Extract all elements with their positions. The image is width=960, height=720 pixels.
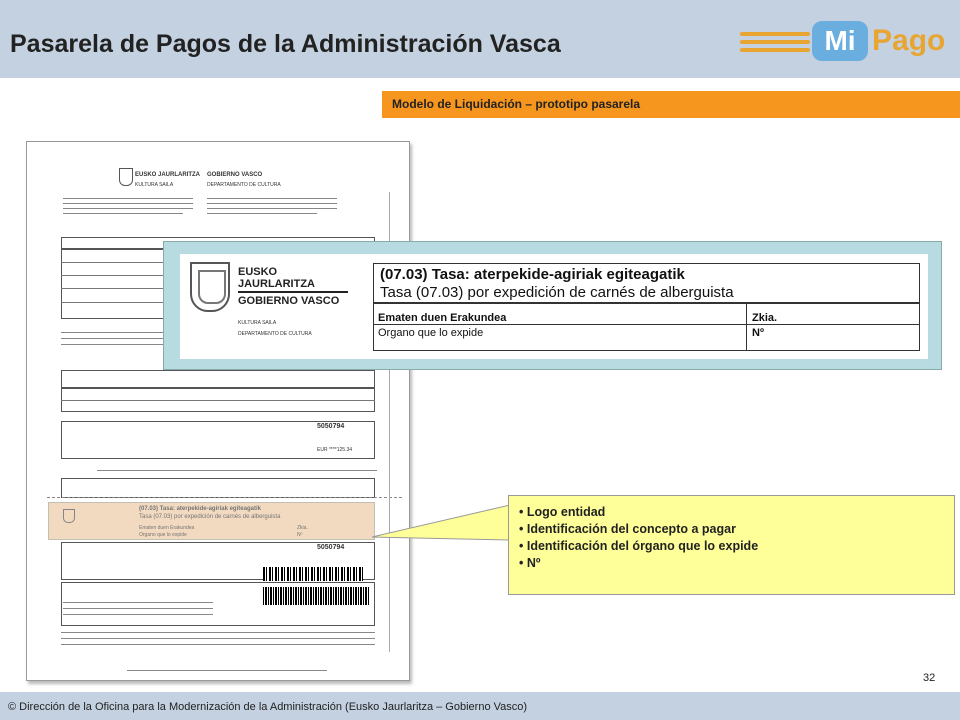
callout-item-concept: • Identificación del concepto a pagar xyxy=(519,521,758,538)
mipago-logo-lines-icon xyxy=(740,32,810,54)
zoom-dept-es: DEPARTAMENTO DE CULTURA xyxy=(238,331,312,337)
mipago-logo-mi: Mi xyxy=(812,21,868,61)
barcode-graphic xyxy=(263,587,369,605)
form-carta-code-1: 5050794 xyxy=(317,423,345,430)
callout-item-logo: • Logo entidad xyxy=(519,504,758,521)
callout-list xyxy=(519,504,758,572)
page-number: 32 xyxy=(923,672,936,684)
mipago-logo-pago: Pago xyxy=(872,24,946,57)
form-org-name-2: GOBIERNO VASCO xyxy=(207,172,263,178)
page-title: Pasarela de Pagos de la Administración Vasca xyxy=(10,30,561,58)
zoom-callout xyxy=(163,241,942,370)
highlight-title-es: Tasa (07.03) por expedición de carnés de alberguista xyxy=(139,514,281,520)
highlight-row-label-eu: Ematen duen Erakundea xyxy=(139,525,195,531)
barcode-graphic-top xyxy=(263,567,363,581)
form-org-name-1: EUSKO JAURLARITZA xyxy=(135,172,201,178)
highlight-title-eu: (07.03) Tasa: aterpekide-agiriak egiteagatik xyxy=(139,506,261,512)
zoom-number-label-eu: Zkia. xyxy=(752,312,778,324)
zoom-title-eu: (07.03) Tasa: aterpekide-agiriak egiteagatik xyxy=(380,266,685,283)
zoom-title-es: Tasa (07.03) por expedición de carnés de alberguista xyxy=(380,284,734,301)
zoom-number-label-es: Nº xyxy=(752,327,764,339)
zoom-organ-label-eu: Ematen duen Erakundea xyxy=(378,312,507,324)
zoom-org-block xyxy=(238,266,348,307)
zoom-title-row xyxy=(374,264,919,304)
zoom-org-name-2: GOBIERNO VASCO xyxy=(238,295,340,307)
form-header-highlight xyxy=(48,502,375,540)
zoom-organ-cell xyxy=(374,304,747,350)
form-dept-es: DEPARTAMENTO DE CULTURA xyxy=(207,182,281,188)
form-carta-code-2: 5050794 xyxy=(317,544,345,551)
callout-item-number: • Nº xyxy=(519,555,758,572)
callout-box xyxy=(508,495,955,595)
zoom-table xyxy=(373,263,920,351)
zoom-dept-eu: KULTURA SAILA xyxy=(238,320,277,326)
callout-item-organ: • Identificación del órgano que lo expide xyxy=(519,538,758,555)
coat-of-arms-icon xyxy=(190,262,230,312)
form-dept-eu: KULTURA SAILA xyxy=(135,182,174,188)
zoom-organ-row xyxy=(374,304,919,350)
form-emblem-icon xyxy=(119,168,133,186)
zoom-org-name-1: EUSKO JAURLARITZA xyxy=(238,266,348,293)
highlight-num-label-es: Nº xyxy=(297,532,303,538)
section-title: Modelo de Liquidación – prototipo pasarela xyxy=(392,97,641,111)
zoom-inner-panel xyxy=(180,254,928,359)
footer-copyright: © Dirección de la Oficina para la Modernización de la Administración (Eusko Jaurlaritza – Gobierno Vasco) xyxy=(8,701,528,713)
header-bar xyxy=(0,0,960,78)
section-title-bar xyxy=(382,91,960,118)
footer-bar xyxy=(0,692,960,720)
highlight-row-label-es: Organo que lo expide xyxy=(139,532,187,538)
highlight-emblem-icon xyxy=(63,509,75,523)
zoom-organ-label-es: Organo que lo expide xyxy=(378,327,484,339)
highlight-num-label-eu: Zkia. xyxy=(297,525,308,531)
form-amount-1: EUR ****125.34 xyxy=(317,447,353,453)
